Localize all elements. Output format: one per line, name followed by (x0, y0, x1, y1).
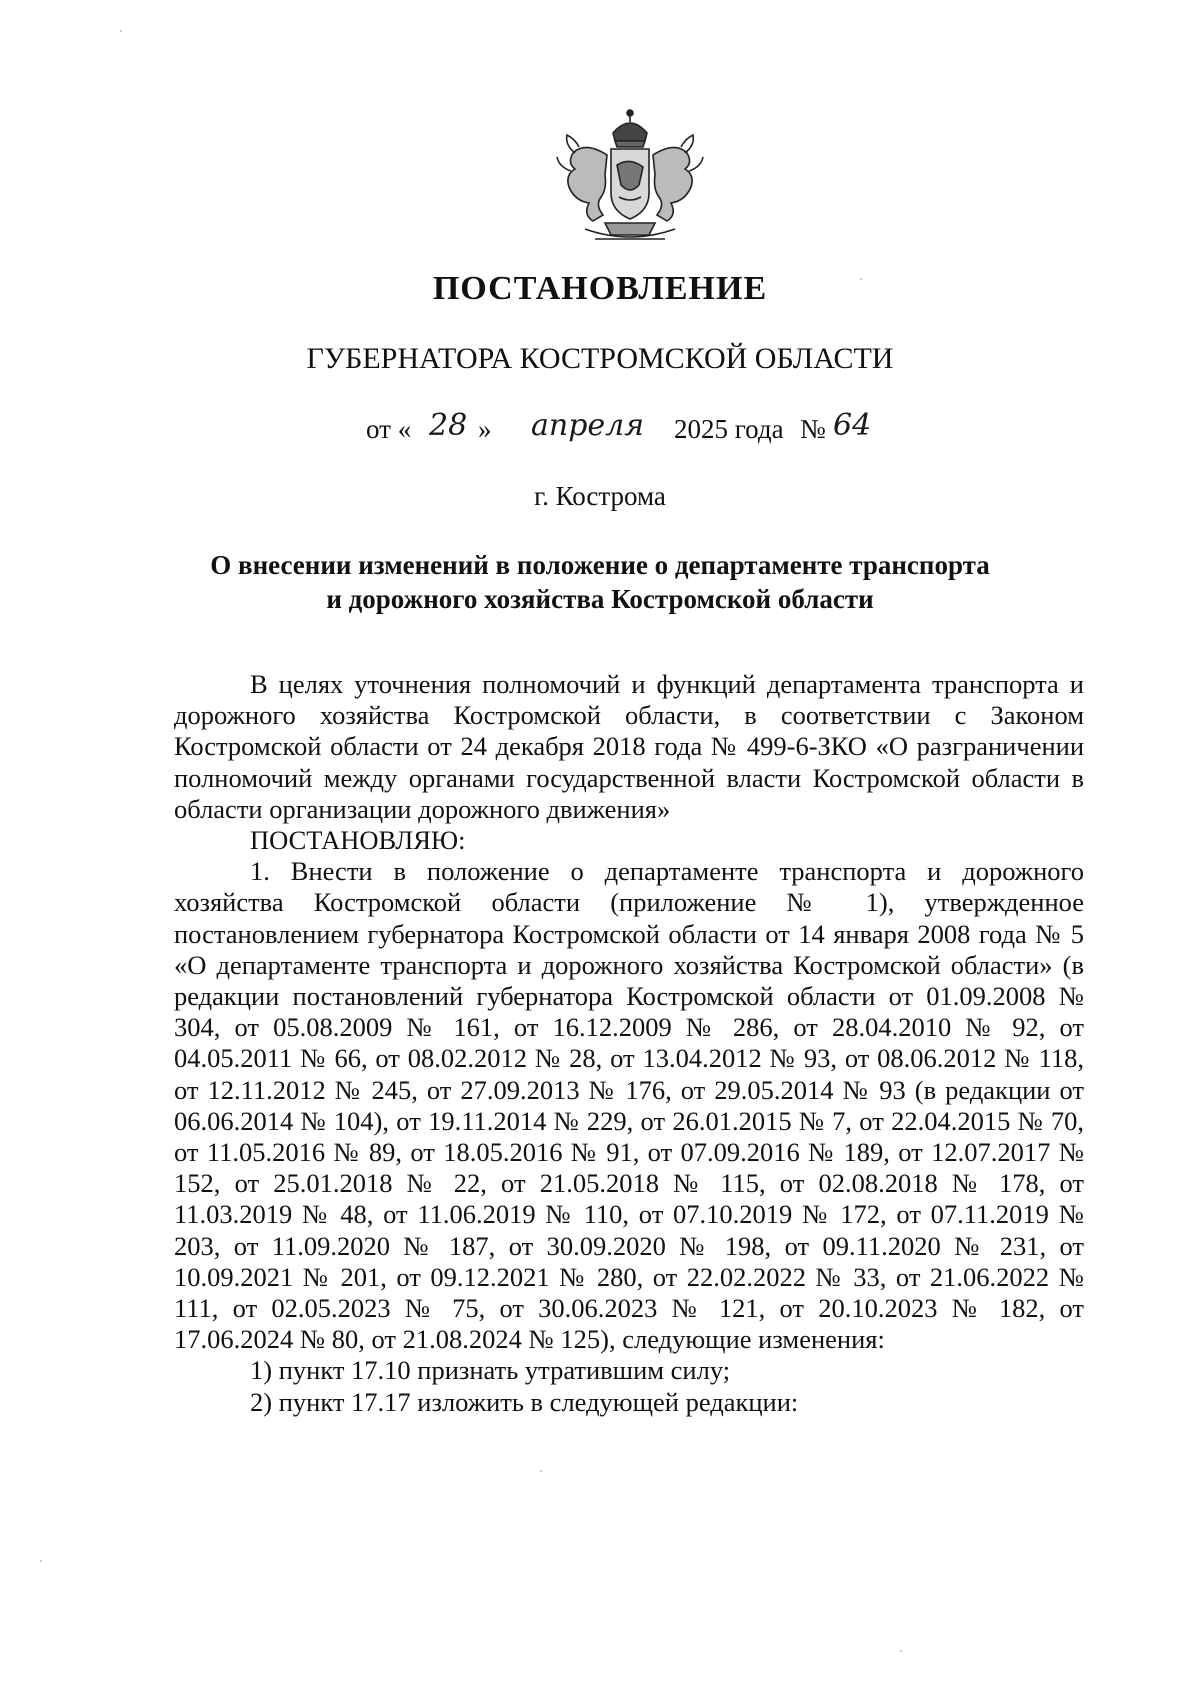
scan-speck (900, 1650, 902, 1652)
subject-heading (150, 548, 1050, 616)
date-day-handwritten: 28 (429, 408, 468, 443)
subitem-2: 2) пункт 17.17 изложить в следующей редакции: (250, 1386, 799, 1417)
scan-speck (120, 30, 122, 32)
preamble-paragraph: В целях уточнения полномочий и функций департамента транспорта и дорожного хозяйства Костромской области, в соответствии с Законом Костромской области от 24 декабря 2018 года № 499-6-ЗКО «О разграничении полномочий между органами государственной власти Костромской области в области организации дорожного движения» (174, 669, 1084, 824)
date-month-handwritten: апреля (531, 408, 645, 443)
scan-speck (40, 1560, 42, 1562)
coat-of-arms-icon (545, 105, 715, 255)
date-line (366, 408, 966, 452)
document-body (174, 669, 1084, 1418)
scan-speck (860, 278, 862, 280)
decree-word: ПОСТАНОВЛЯЮ: (250, 825, 466, 856)
issuer-line: ГУБЕРНАТОРА КОСТРОМСКОЙ ОБЛАСТИ (306, 342, 894, 375)
number-label: № (800, 414, 826, 444)
item-1-paragraph: 1. Внести в положение о департаменте транспорта и дорожного хозяйства Костромской области (приложение № 1), утвержденное постановлением губернатора Костромской области от 14 января 2008 года № 5 «О департаменте транспорта и дорожного хозяйства Костромской области» (в редакции постановлений губернатора Костромской области от 01.09.2008 № 304, от 05.08.2009 № 161, от 16.12.2009 № 286, от 28.04.2010 № 92, от 04.05.2011 № 66, от 08.02.2012 № 28, от 13.04.2012 № 93, от 08.06.2012 № 118, от 12.11.2012 № 245, от 27.09.2013 № 176, от 29.05.2014 № 93 (в редакции от 06.06.2014 № 104), от 19.11.2014 № 229, от 26.01.2015 № 7, от 22.04.2015 № 70, от 11.05.2016 № 89, от 18.05.2016 № 91, от 07.09.2016 № 189, от 12.07.2017 № 152, от 25.01.2018 № 22, от 21.05.2018 № 115, от 02.08.2018 № 178, от 11.03.2019 № 48, от 11.06.2019 № 110, от 07.10.2019 № 172, от 07.11.2019 № 203, от 11.09.2020 № 187, от 30.09.2020 № 198, от 09.11.2020 № 231, от 10.09.2021 № 201, от 09.12.2021 № 280, от 22.02.2022 № 33, от 21.06.2022 № 111, от 02.05.2023 № 75, от 30.06.2023 № 121, от 20.10.2023 № 182, от 17.06.2024 № 80, от 21.08.2024 № 125), следующие изменения: (174, 856, 1084, 1355)
subitem-1: 1) пункт 17.10 признать утратившим силу; (250, 1355, 731, 1386)
date-close-quote: » (478, 414, 492, 444)
decree-number-handwritten: 64 (833, 408, 872, 443)
scan-speck (540, 1470, 542, 1472)
city-line: г. Кострома (534, 481, 666, 511)
date-year: 2025 года (674, 414, 784, 444)
document-title: ПОСТАНОВЛЕНИЕ (432, 270, 768, 307)
subject-line-2: и дорожного хозяйства Костромской области (326, 584, 874, 614)
subject-line-1: О внесении изменений в положение о департаменте транспорта (210, 550, 990, 580)
date-prefix: от « (366, 414, 412, 444)
